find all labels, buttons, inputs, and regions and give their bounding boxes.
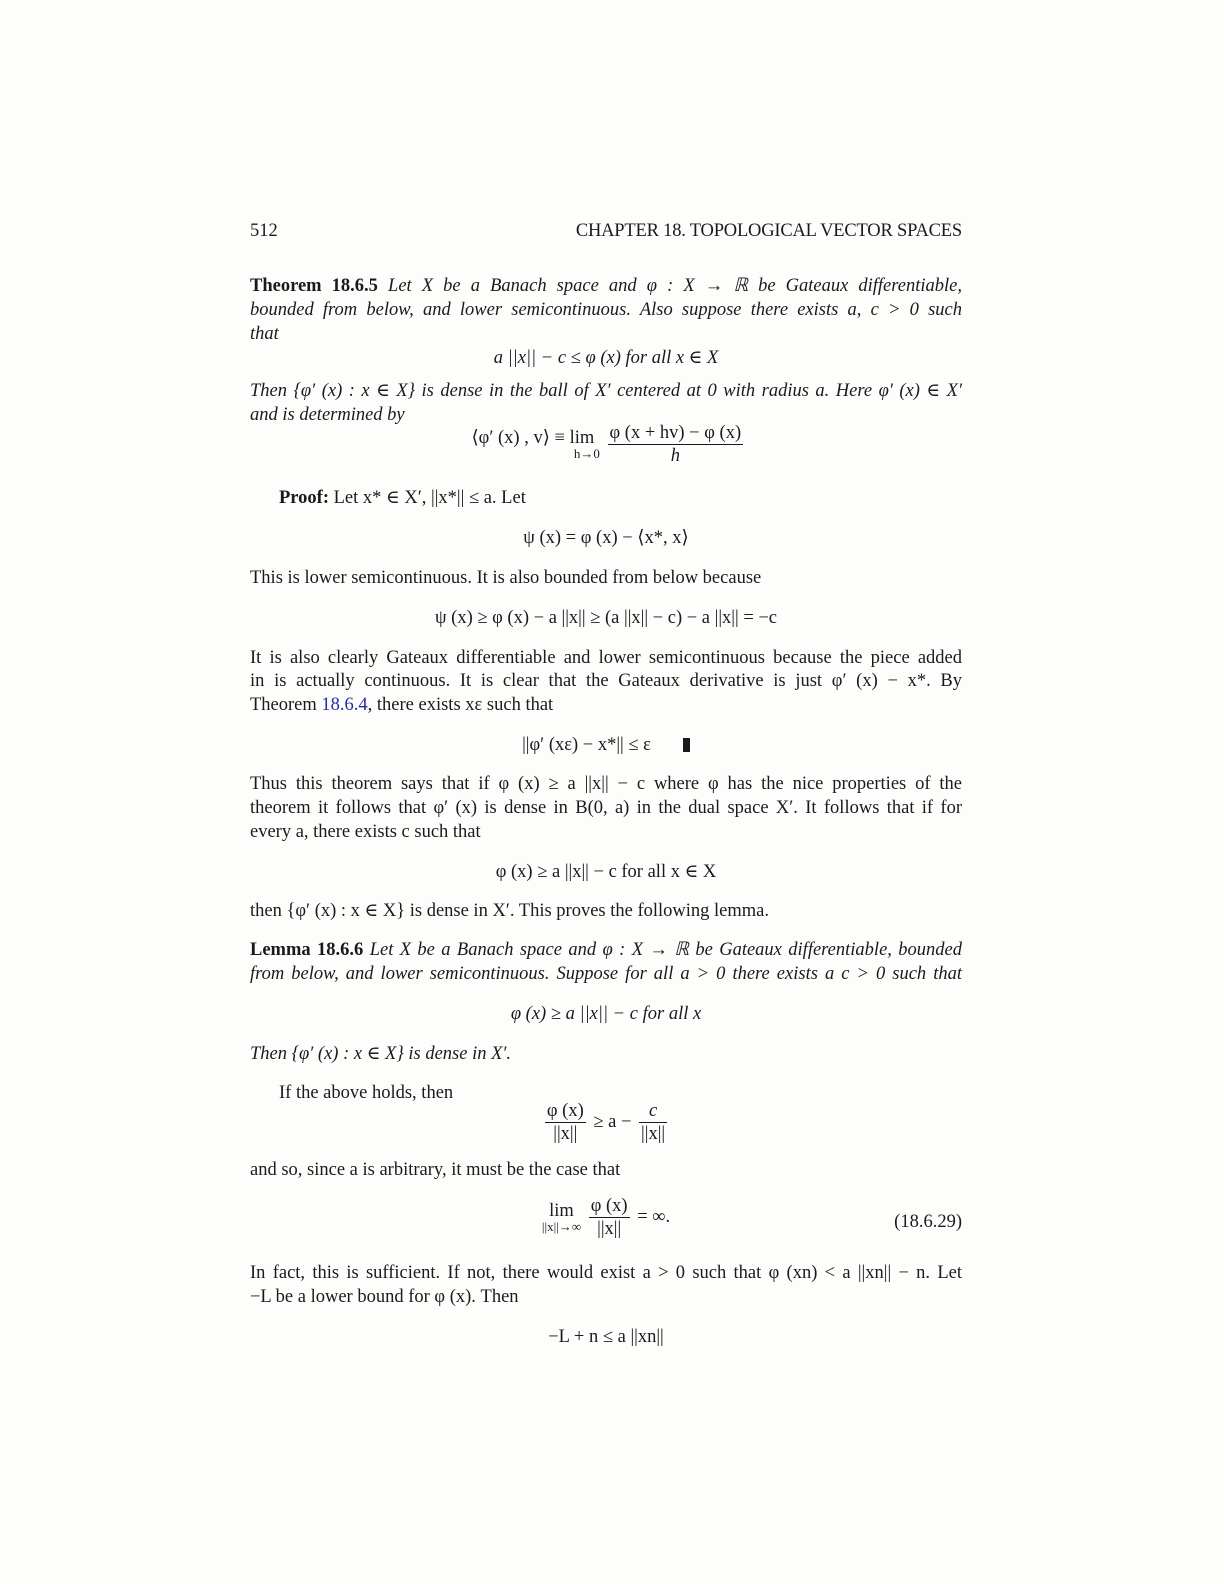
lim-word: lim: [549, 1200, 574, 1221]
lemma-lead: Let X be a Banach space and φ : X → ℝ be Gateaux differentiable, bounded: [369, 940, 963, 960]
theorem-label: Theorem 18.6.5: [250, 276, 378, 296]
derivative-def-lhs: ⟨φ′ (x) , v⟩ ≡ lim: [471, 427, 595, 448]
remark-display-1: φ (x) ≥ a ||x|| − c for all x ∈ X: [495, 862, 717, 882]
theorem-line-5: and is determined by: [250, 405, 405, 425]
proof-line-4: in is actually continuous. It is clear that the Gateaux derivative is just φ′ (x) − x*. By: [250, 671, 962, 691]
lemma-line-2: from below, and lower semicontinuous. Suppose for all a > 0 there exists a c > 0 such that: [250, 964, 962, 984]
remark-line-2: theorem it follows that φ′ (x) is dense in B(0, a) in the dual space X′. It follows that if for: [250, 798, 962, 818]
derivative-def-den: h: [608, 444, 744, 467]
after-line-2: and so, since a is arbitrary, it must be the case that: [250, 1160, 621, 1180]
theorem-display-2: [250, 422, 962, 467]
after-display-1: [250, 1100, 962, 1145]
equation-number: (18.6.29): [894, 1212, 962, 1232]
frac1-den: ||x||: [545, 1122, 586, 1145]
proof-display-1: ψ (x) = φ (x) − ⟨x*, x⟩: [523, 528, 689, 548]
proof-display-3-text: ||φ′ (xε) − x*|| ≤ ε: [522, 735, 651, 755]
qed-square-icon: [683, 738, 690, 752]
theorem-line-1: [250, 274, 962, 298]
theorem-line-4: Then {φ′ (x) : x ∈ X} is dense in the ball of X′ centered at 0 with radius a. Here φ′ (x) ∈ X′: [250, 381, 962, 401]
lim-rhs: = ∞.: [637, 1206, 671, 1227]
proof-label: Proof:: [279, 488, 329, 508]
lemma-label: Lemma 18.6.6: [250, 940, 364, 960]
theorem-line-2: bounded from below, and lower semicontinuous. Also suppose there exists a, c > 0 such: [250, 300, 962, 320]
after-line-4: −L be a lower bound for φ (x). Then: [250, 1287, 519, 1307]
remark-line-1: Thus this theorem says that if φ (x) ≥ a ||x|| − c where φ has the nice properties of the: [250, 774, 962, 794]
remark-line-4: then {φ′ (x) : x ∈ X} is dense in X′. This proves the following lemma.: [250, 901, 769, 921]
lim-den: ||x||: [589, 1217, 630, 1240]
after-display-last: −L + n ≤ a ||xn||: [548, 1327, 664, 1347]
frac-mid: ≥ a −: [593, 1111, 632, 1132]
page-number: 512: [250, 221, 278, 241]
lemma-line-3: Then {φ′ (x) : x ∈ X} is dense in X′.: [250, 1044, 512, 1064]
derivative-def-num: φ (x + hv) − φ (x): [609, 423, 742, 443]
frac2-den: ||x||: [641, 1124, 666, 1144]
chapter-title: CHAPTER 18. TOPOLOGICAL VECTOR SPACES: [575, 221, 962, 241]
theorem-line-3: that: [250, 324, 279, 344]
theorem-word: Theorem: [250, 695, 317, 715]
after-display-2: [250, 1195, 962, 1240]
proof-line-3: It is also clearly Gateaux differentiable and lower semicontinuous because the piece added: [250, 648, 962, 668]
remark-line-3: every a, there exists c such that: [250, 822, 481, 842]
proof-line-2: This is lower semicontinuous. It is also bounded from below because: [250, 568, 762, 588]
frac2-num: c: [648, 1101, 658, 1121]
proof-display-2: ψ (x) ≥ φ (x) − a ||x|| ≥ (a ||x|| − c) − a ||x|| = −c: [434, 608, 778, 628]
theorem-lead: Let X be a Banach space and φ : X → ℝ be Gateaux differentiable,: [388, 276, 963, 296]
theorem-display-1: a ||x|| − c ≤ φ (x) for all x ∈ X: [493, 348, 719, 368]
theorem-link[interactable]: 18.6.4: [321, 695, 368, 715]
lim-num: φ (x): [590, 1196, 628, 1216]
after-line-3: In fact, this is sufficient. If not, there would exist a > 0 such that φ (xn) < a ||xn|| − n. Let: [250, 1263, 962, 1283]
proof-display-3: [250, 733, 962, 757]
lemma-line-1: [250, 938, 962, 962]
frac1-num: φ (x): [546, 1101, 584, 1121]
derivative-def-sub: h→0: [573, 445, 600, 461]
proof-line-5-rest: , there exists xε such that: [367, 695, 554, 715]
proof-line-5: [250, 693, 962, 717]
after-line-1: If the above holds, then: [279, 1083, 454, 1103]
proof-text: Let x* ∈ X′, ||x*|| ≤ a. Let: [333, 488, 526, 508]
lim-sub: ||x||→∞: [541, 1218, 582, 1234]
lemma-display-1: φ (x) ≥ a ||x|| − c for all x: [510, 1004, 702, 1024]
proof-line-1: [250, 486, 962, 510]
